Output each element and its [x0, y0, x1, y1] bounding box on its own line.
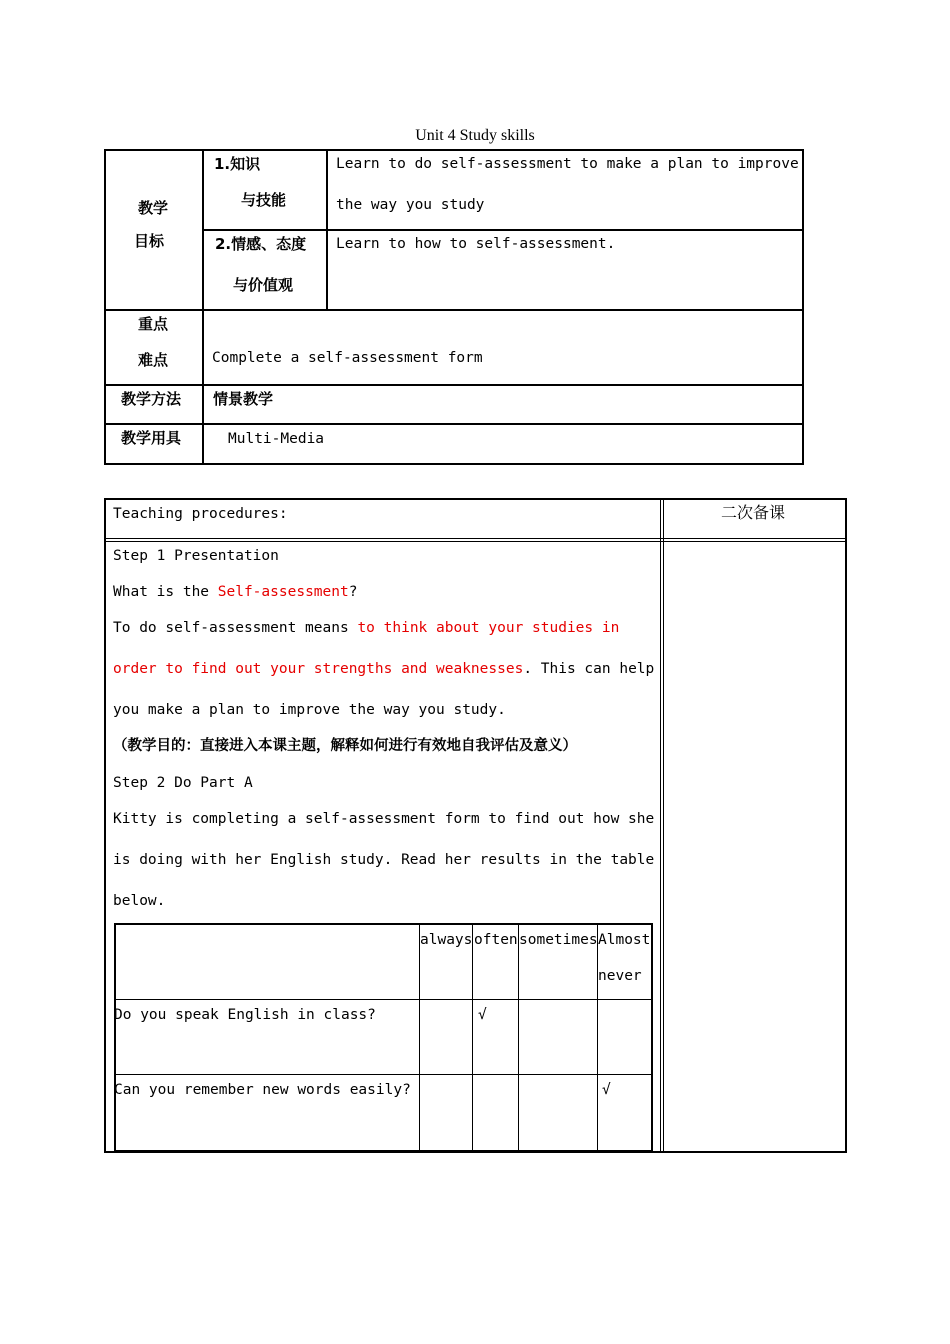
method-label: 教学方法	[121, 390, 182, 408]
table-border	[104, 463, 804, 465]
kitty-text: below.	[113, 893, 166, 909]
objectives-label: 目标	[134, 232, 165, 250]
knowledge-text: the way you study	[336, 197, 485, 213]
knowledge-text: Learn to do self-assessment to make a plan to improve	[336, 156, 799, 172]
column-header: often	[474, 932, 518, 948]
knowledge-label: 1.知识	[214, 155, 261, 173]
tools-label: 教学用具	[121, 429, 182, 447]
kitty-text: is doing with her English study. Read her results in the table	[113, 852, 655, 868]
lesson-info-table	[104, 149, 804, 465]
tools-text: Multi-Media	[228, 431, 325, 447]
knowledge-label: 与技能	[241, 191, 287, 209]
procedures-header: Teaching procedures:	[113, 506, 288, 522]
table-border	[104, 498, 847, 500]
table-row-question: Do you speak English in class?	[114, 1007, 376, 1023]
definition-suffix: . This can help	[523, 661, 655, 677]
definition-line	[113, 660, 654, 678]
definition-prefix: To do self-assessment means	[113, 620, 358, 636]
step1-heading: Step 1 Presentation	[113, 548, 279, 564]
table-border	[114, 999, 653, 1000]
question-prefix: What is the	[113, 584, 218, 600]
definition-line: you make a plan to improve the way you study.	[113, 702, 506, 718]
method-text: 情景教学	[213, 390, 274, 408]
table-border	[104, 423, 804, 425]
side-header: 二次备课	[721, 503, 786, 522]
table-border	[518, 923, 519, 1152]
check-mark: √	[602, 1082, 611, 1098]
emotion-label: 与价值观	[233, 276, 294, 294]
column-header: never	[598, 968, 642, 984]
table-border	[104, 538, 847, 539]
table-border	[104, 541, 847, 542]
assessment-table	[114, 923, 653, 1152]
table-border	[104, 309, 804, 311]
definition-highlight: to think about your studies in	[357, 620, 620, 636]
table-border	[104, 149, 106, 465]
table-row-question: Can you remember new words easily?	[114, 1082, 411, 1098]
key-label: 重点	[138, 315, 169, 333]
table-border	[114, 1074, 653, 1075]
kitty-text: Kitty is completing a self-assessment form to find out how she	[113, 811, 655, 827]
question-highlight: Self-assessment	[217, 584, 349, 600]
column-header: Almost	[598, 932, 651, 948]
column-header: sometimes	[519, 932, 598, 948]
table-border	[114, 1150, 653, 1152]
table-border	[660, 498, 661, 1153]
definition-highlight: order to find out your strengths and weaknesses	[113, 661, 524, 677]
table-border	[419, 923, 420, 1152]
definition-line	[113, 619, 619, 637]
column-header: always	[420, 932, 473, 948]
table-border	[203, 229, 804, 231]
question-line	[113, 583, 357, 601]
emotion-label: 2.情感、态度	[215, 235, 307, 253]
table-border	[202, 149, 204, 465]
table-border	[472, 923, 473, 1152]
question-suffix: ?	[348, 584, 358, 600]
page-title: Unit 4 Study skills	[415, 127, 535, 144]
table-border	[114, 923, 653, 925]
step2-heading: Step 2 Do Part A	[113, 775, 253, 791]
table-border	[802, 149, 804, 465]
table-border	[114, 923, 116, 1152]
teaching-purpose: （教学目的：直接进入本课主题，解释如何进行有效地自我评估及意义）	[113, 738, 577, 754]
objectives-label: 教学	[138, 199, 169, 217]
table-border	[326, 149, 328, 311]
table-border	[104, 149, 804, 151]
table-border	[845, 498, 847, 1153]
table-border	[104, 384, 804, 386]
key-text: Complete a self-assessment form	[212, 350, 483, 366]
table-border	[104, 498, 106, 1153]
table-border	[663, 498, 664, 1153]
table-border	[597, 923, 598, 1152]
emotion-text: Learn to how to self-assessment.	[336, 236, 616, 252]
key-label: 难点	[138, 351, 169, 369]
check-mark: √	[478, 1007, 487, 1023]
table-border	[651, 923, 653, 1152]
